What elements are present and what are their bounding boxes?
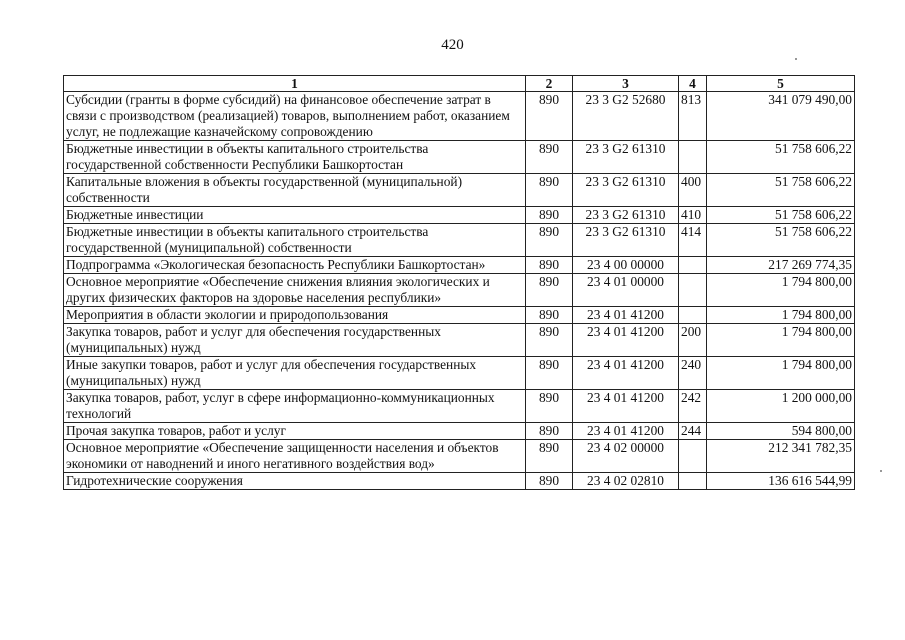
row-description: Субсидии (гранты в форме субсидий) на финансовое обеспечение затрат в связи с производством (реализацией) товаров, выполнением работ, оказанием услуг, не подлежащие казначейскому сопровождению	[64, 92, 526, 141]
row-expense-type	[679, 440, 707, 473]
row-description: Бюджетные инвестиции в объекты капитального строительства государственной (муниципальной) собственности	[64, 224, 526, 257]
header-col-3: 3	[573, 76, 679, 92]
table-row	[64, 257, 855, 274]
row-amount: 594 800,00	[707, 423, 855, 440]
row-target-article: 23 3 G2 61310	[573, 141, 679, 174]
header-col-4: 4	[679, 76, 707, 92]
row-amount: 51 758 606,22	[707, 141, 855, 174]
row-amount: 341 079 490,00	[707, 92, 855, 141]
row-amount: 1 794 800,00	[707, 307, 855, 324]
row-admin-code: 890	[526, 390, 573, 423]
row-amount: 212 341 782,35	[707, 440, 855, 473]
table-row	[64, 324, 855, 357]
row-expense-type	[679, 141, 707, 174]
row-admin-code: 890	[526, 423, 573, 440]
row-admin-code: 890	[526, 274, 573, 307]
row-admin-code: 890	[526, 324, 573, 357]
table-row	[64, 224, 855, 257]
row-expense-type: 410	[679, 207, 707, 224]
row-target-article: 23 4 01 41200	[573, 357, 679, 390]
row-admin-code: 890	[526, 174, 573, 207]
row-description: Закупка товаров, работ и услуг для обеспечения государственных (муниципальных) нужд	[64, 324, 526, 357]
row-amount: 1 200 000,00	[707, 390, 855, 423]
row-target-article: 23 4 01 41200	[573, 324, 679, 357]
row-target-article: 23 4 01 41200	[573, 423, 679, 440]
table-row	[64, 174, 855, 207]
row-admin-code: 890	[526, 307, 573, 324]
table-row	[64, 207, 855, 224]
row-expense-type	[679, 473, 707, 490]
row-admin-code: 890	[526, 224, 573, 257]
row-target-article: 23 4 01 41200	[573, 390, 679, 423]
table-row	[64, 423, 855, 440]
row-expense-type	[679, 307, 707, 324]
row-amount: 51 758 606,22	[707, 174, 855, 207]
table-row	[64, 307, 855, 324]
page-number: 420	[441, 37, 464, 53]
row-target-article: 23 3 G2 61310	[573, 224, 679, 257]
row-description: Прочая закупка товаров, работ и услуг	[64, 423, 526, 440]
row-description: Капитальные вложения в объекты государственной (муниципальной) собственности	[64, 174, 526, 207]
table-row	[64, 440, 855, 473]
row-target-article: 23 4 02 02810	[573, 473, 679, 490]
row-description: Подпрограмма «Экологическая безопасность Республики Башкортостан»	[64, 257, 526, 274]
row-target-article: 23 4 01 00000	[573, 274, 679, 307]
scan-speck	[795, 58, 797, 60]
row-amount: 51 758 606,22	[707, 224, 855, 257]
row-amount: 136 616 544,99	[707, 473, 855, 490]
row-expense-type	[679, 257, 707, 274]
row-target-article: 23 3 G2 61310	[573, 207, 679, 224]
table-row	[64, 141, 855, 174]
row-expense-type	[679, 274, 707, 307]
row-description: Основное мероприятие «Обеспечение защищенности населения и объектов экономики от наводнений и иного негативного воздействия вод»	[64, 440, 526, 473]
header-col-2: 2	[526, 76, 573, 92]
row-amount: 51 758 606,22	[707, 207, 855, 224]
row-expense-type: 240	[679, 357, 707, 390]
row-admin-code: 890	[526, 473, 573, 490]
row-expense-type: 400	[679, 174, 707, 207]
budget-table	[63, 75, 855, 490]
row-description: Гидротехнические сооружения	[64, 473, 526, 490]
row-expense-type: 813	[679, 92, 707, 141]
row-description: Бюджетные инвестиции в объекты капитального строительства государственной собственности Республики Башкортостан	[64, 141, 526, 174]
row-expense-type: 242	[679, 390, 707, 423]
row-description: Иные закупки товаров, работ и услуг для обеспечения государственных (муниципальных) нужд	[64, 357, 526, 390]
header-col-5: 5	[707, 76, 855, 92]
row-admin-code: 890	[526, 257, 573, 274]
row-admin-code: 890	[526, 141, 573, 174]
scan-speck	[880, 470, 882, 472]
row-target-article: 23 4 01 41200	[573, 307, 679, 324]
table-row	[64, 274, 855, 307]
row-amount: 1 794 800,00	[707, 357, 855, 390]
row-amount: 1 794 800,00	[707, 324, 855, 357]
row-expense-type: 200	[679, 324, 707, 357]
header-col-1: 1	[64, 76, 526, 92]
row-description: Основное мероприятие «Обеспечение снижения влияния экологических и других физических факторов на здоровье населения республики»	[64, 274, 526, 307]
row-admin-code: 890	[526, 440, 573, 473]
row-description: Бюджетные инвестиции	[64, 207, 526, 224]
table-row	[64, 357, 855, 390]
row-description: Мероприятия в области экологии и природопользования	[64, 307, 526, 324]
table-row	[64, 473, 855, 490]
table-header-row	[64, 76, 855, 92]
row-description: Закупка товаров, работ, услуг в сфере информационно-коммуникационных технологий	[64, 390, 526, 423]
row-admin-code: 890	[526, 207, 573, 224]
row-target-article: 23 3 G2 61310	[573, 174, 679, 207]
row-amount: 217 269 774,35	[707, 257, 855, 274]
table-row	[64, 92, 855, 141]
table-row	[64, 390, 855, 423]
row-admin-code: 890	[526, 357, 573, 390]
table-body	[64, 92, 855, 490]
row-amount: 1 794 800,00	[707, 274, 855, 307]
row-expense-type: 414	[679, 224, 707, 257]
row-admin-code: 890	[526, 92, 573, 141]
row-target-article: 23 3 G2 52680	[573, 92, 679, 141]
row-target-article: 23 4 02 00000	[573, 440, 679, 473]
row-expense-type: 244	[679, 423, 707, 440]
row-target-article: 23 4 00 00000	[573, 257, 679, 274]
